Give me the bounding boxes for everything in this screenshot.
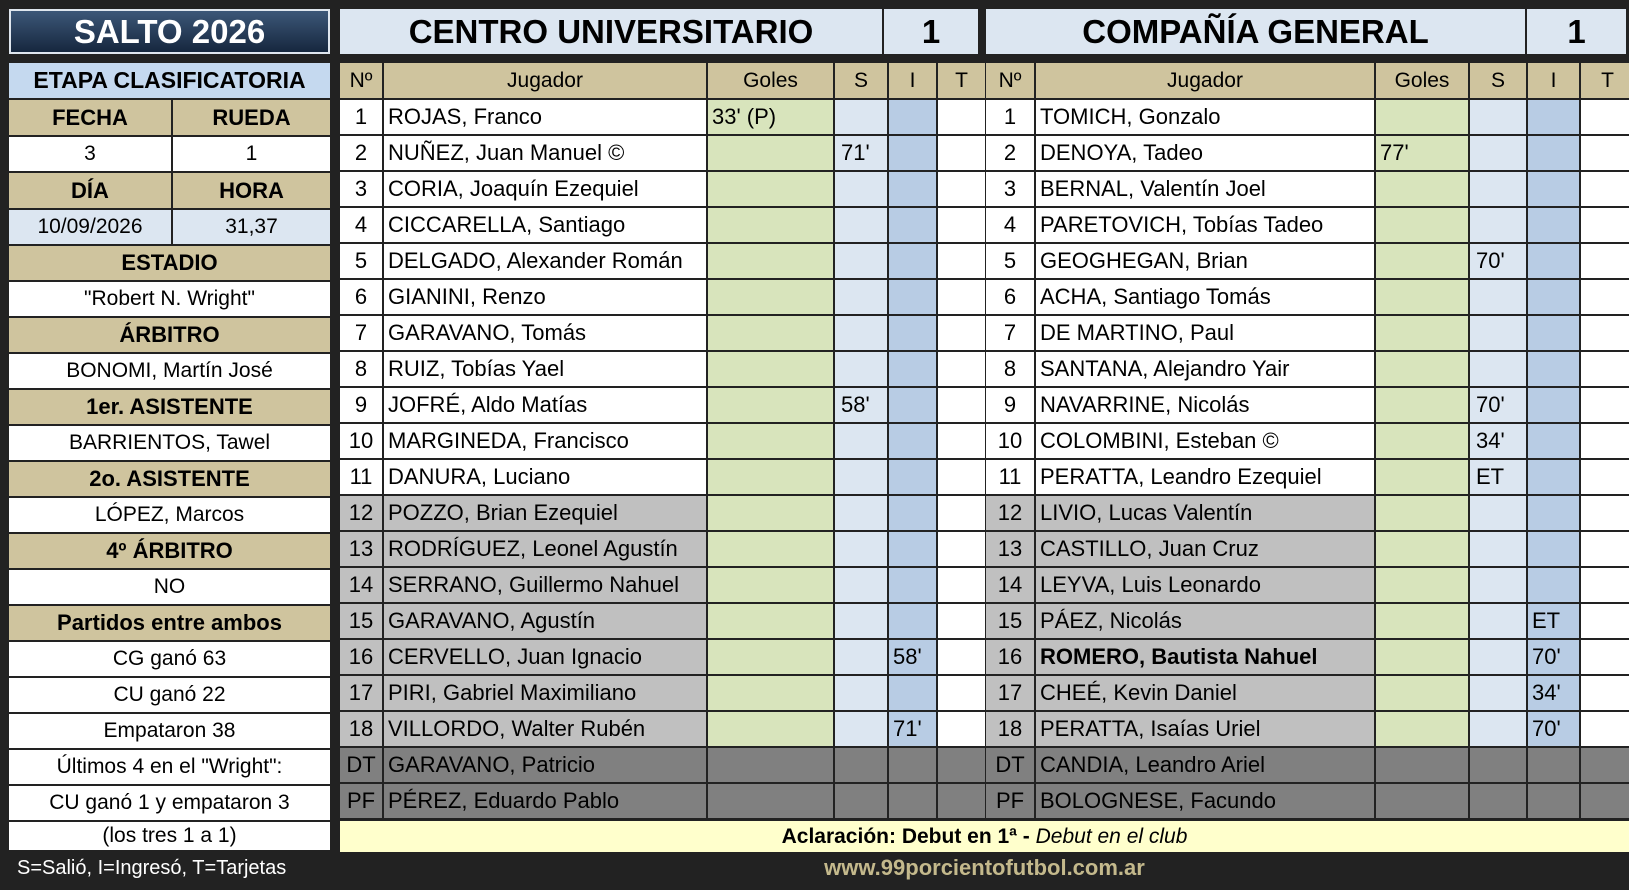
player-number: 17 (340, 676, 382, 710)
player-name: DELGADO, Alexander Román (384, 244, 706, 278)
player-cards (938, 676, 985, 710)
player-sub-in: 34' (1528, 676, 1579, 710)
cuarto-arbitro-label: 4º ÁRBITRO (9, 534, 330, 568)
player-number: 15 (340, 604, 382, 638)
player-sub-out (1470, 352, 1526, 386)
player-cards (938, 100, 985, 134)
player-name: DENOYA, Tadeo (1036, 136, 1374, 170)
player-name: CICCARELLA, Santiago (384, 208, 706, 242)
player-sub-out: 71' (835, 136, 887, 170)
player-name: ACHA, Santiago Tomás (1036, 280, 1374, 314)
player-goals (1376, 676, 1468, 710)
player-cards (1581, 424, 1629, 458)
player-sub-in (889, 352, 936, 386)
player-name: LIVIO, Lucas Valentín (1036, 496, 1374, 530)
player-sub-in (889, 424, 936, 458)
player-sub-out (835, 280, 887, 314)
player-name: CANDIA, Leandro Ariel (1036, 748, 1374, 782)
player-sub-in (889, 496, 936, 530)
asistente1-label: 1er. ASISTENTE (9, 390, 330, 424)
player-number: 6 (986, 280, 1034, 314)
fecha-label: FECHA (9, 100, 171, 135)
player-name: GARAVANO, Agustín (384, 604, 706, 638)
player-cards (1581, 100, 1629, 134)
player-goals: 77' (1376, 136, 1468, 170)
player-sub-out (835, 676, 887, 710)
player-sub-in (889, 676, 936, 710)
player-name: GEOGHEGAN, Brian (1036, 244, 1374, 278)
player-cards (938, 388, 985, 422)
player-number: 6 (340, 280, 382, 314)
player-cards (938, 352, 985, 386)
player-cards (1581, 460, 1629, 494)
cu-gano: CU ganó 22 (9, 678, 330, 712)
player-name: NUÑEZ, Juan Manuel © (384, 136, 706, 170)
player-name: CASTILLO, Juan Cruz (1036, 532, 1374, 566)
player-goals (1376, 784, 1468, 818)
player-sub-in (1528, 208, 1579, 242)
player-cards (938, 316, 985, 350)
player-name: TOMICH, Gonzalo (1036, 100, 1374, 134)
player-sub-in (1528, 136, 1579, 170)
player-sub-out (1470, 604, 1526, 638)
player-goals (708, 712, 833, 746)
player-sub-out (835, 460, 887, 494)
player-sub-out (1470, 532, 1526, 566)
player-goals (1376, 280, 1468, 314)
player-cards (1581, 496, 1629, 530)
player-sub-out (1470, 676, 1526, 710)
player-cards (938, 244, 985, 278)
player-name: RUIZ, Tobías Yael (384, 352, 706, 386)
player-sub-in (1528, 244, 1579, 278)
player-sub-out (1470, 496, 1526, 530)
player-number: 7 (340, 316, 382, 350)
player-name: CHEÉ, Kevin Daniel (1036, 676, 1374, 710)
player-goals (1376, 316, 1468, 350)
player-sub-in (1528, 460, 1579, 494)
player-cards (938, 460, 985, 494)
player-cards (1581, 784, 1629, 818)
player-goals: 33' (P) (708, 100, 833, 134)
player-cards (938, 496, 985, 530)
player-number: 8 (986, 352, 1034, 386)
player-number: 4 (340, 208, 382, 242)
player-sub-in (1528, 316, 1579, 350)
player-sub-out (835, 784, 887, 818)
player-cards (938, 748, 985, 782)
player-number: 13 (340, 532, 382, 566)
player-sub-out (835, 208, 887, 242)
player-sub-out (835, 316, 887, 350)
player-sub-in (889, 460, 936, 494)
player-cards (1581, 136, 1629, 170)
legend: S=Salió, I=Ingresó, T=Tarjetas (17, 856, 287, 879)
cuarto-arbitro-value: NO (9, 570, 330, 604)
player-sub-in (889, 568, 936, 602)
player-number: 18 (986, 712, 1034, 746)
player-goals (1376, 172, 1468, 206)
player-name: ROMERO, Bautista Nahuel (1036, 640, 1374, 674)
player-name: GIANINI, Renzo (384, 280, 706, 314)
player-name: JOFRÉ, Aldo Matías (384, 388, 706, 422)
player-number: 16 (340, 640, 382, 674)
player-sub-out (1470, 784, 1526, 818)
player-goals (708, 208, 833, 242)
player-number: 10 (986, 424, 1034, 458)
player-sub-out (1470, 640, 1526, 674)
player-goals (708, 352, 833, 386)
player-sub-out (1470, 748, 1526, 782)
player-sub-out (835, 640, 887, 674)
player-number: PF (340, 784, 382, 818)
header-player: Jugador (384, 63, 706, 98)
player-number: 3 (986, 172, 1034, 206)
player-number: 11 (340, 460, 382, 494)
player-sub-in (1528, 748, 1579, 782)
player-goals (708, 676, 833, 710)
player-cards (1581, 388, 1629, 422)
player-sub-out (1470, 136, 1526, 170)
player-goals (1376, 568, 1468, 602)
player-sub-out (835, 244, 887, 278)
note-debut-club: Debut en el club (1035, 824, 1188, 848)
team-name: CENTRO UNIVERSITARIO (340, 9, 882, 54)
player-goals (708, 316, 833, 350)
player-name: PÉREZ, Eduardo Pablo (384, 784, 706, 818)
player-cards (938, 208, 985, 242)
player-sub-out (1470, 208, 1526, 242)
player-cards (1581, 280, 1629, 314)
team-name: COMPAÑÍA GENERAL (986, 9, 1525, 54)
player-sub-in (889, 136, 936, 170)
player-cards (1581, 208, 1629, 242)
player-cards (938, 532, 985, 566)
player-sub-in: 58' (889, 640, 936, 674)
player-sub-in (889, 388, 936, 422)
player-cards (1581, 676, 1629, 710)
player-cards (938, 424, 985, 458)
player-sub-out: 70' (1470, 244, 1526, 278)
player-sub-out (835, 712, 887, 746)
header-s: S (1470, 63, 1526, 98)
player-goals (1376, 748, 1468, 782)
player-number: 11 (986, 460, 1034, 494)
player-number: 12 (986, 496, 1034, 530)
player-sub-in (1528, 424, 1579, 458)
player-goals (708, 496, 833, 530)
player-cards (1581, 640, 1629, 674)
player-sub-in (889, 100, 936, 134)
player-number: DT (986, 748, 1034, 782)
player-cards (938, 568, 985, 602)
header-t: T (1581, 63, 1629, 98)
player-name: CORIA, Joaquín Ezequiel (384, 172, 706, 206)
hora-value: 31,37 (173, 210, 330, 244)
player-cards (938, 640, 985, 674)
player-name: BERNAL, Valentín Joel (1036, 172, 1374, 206)
player-number: 1 (986, 100, 1034, 134)
player-goals (1376, 460, 1468, 494)
dia-label: DÍA (9, 173, 171, 208)
player-sub-out (1470, 568, 1526, 602)
player-cards (938, 712, 985, 746)
asistente1-value: BARRIENTOS, Tawel (9, 426, 330, 460)
player-sub-out (835, 604, 887, 638)
rueda-label: RUEDA (173, 100, 330, 135)
player-goals (708, 424, 833, 458)
player-number: 14 (986, 568, 1034, 602)
player-goals (1376, 424, 1468, 458)
header-t: T (938, 63, 985, 98)
player-sub-in: 70' (1528, 640, 1579, 674)
player-goals (1376, 352, 1468, 386)
player-goals (1376, 100, 1468, 134)
clarification-note (340, 821, 1629, 852)
player-cards (938, 784, 985, 818)
note-separator: - (1022, 824, 1030, 848)
player-goals (1376, 640, 1468, 674)
player-number: 3 (340, 172, 382, 206)
player-number: 14 (340, 568, 382, 602)
player-number: 5 (986, 244, 1034, 278)
asistente2-label: 2o. ASISTENTE (9, 462, 330, 496)
player-sub-out (835, 568, 887, 602)
tournament-title: SALTO 2026 (9, 9, 330, 54)
player-goals (708, 172, 833, 206)
player-cards (1581, 604, 1629, 638)
player-number: PF (986, 784, 1034, 818)
header-num: Nº (340, 63, 382, 98)
site-url[interactable]: www.99porcientofutbol.com.ar (824, 855, 1145, 880)
player-number: DT (340, 748, 382, 782)
player-name: PÁEZ, Nicolás (1036, 604, 1374, 638)
player-sub-in (889, 784, 936, 818)
player-cards (938, 604, 985, 638)
player-goals (1376, 604, 1468, 638)
player-sub-in (1528, 388, 1579, 422)
player-goals (708, 136, 833, 170)
player-cards (1581, 352, 1629, 386)
player-sub-in (1528, 172, 1579, 206)
player-goals (1376, 532, 1468, 566)
partidos-label: Partidos entre ambos (9, 606, 330, 640)
player-name: PERATTA, Isaías Uriel (1036, 712, 1374, 746)
player-cards (1581, 316, 1629, 350)
player-name: NAVARRINE, Nicolás (1036, 388, 1374, 422)
player-goals (708, 244, 833, 278)
player-sub-in: 71' (889, 712, 936, 746)
player-goals (1376, 244, 1468, 278)
player-cards (1581, 568, 1629, 602)
player-name: MARGINEDA, Francisco (384, 424, 706, 458)
arbitro-label: ÁRBITRO (9, 318, 330, 352)
player-goals (708, 388, 833, 422)
player-goals (708, 640, 833, 674)
asistente2-value: LÓPEZ, Marcos (9, 498, 330, 532)
player-name: RODRÍGUEZ, Leonel Agustín (384, 532, 706, 566)
player-sub-in (1528, 784, 1579, 818)
player-sub-out: 58' (835, 388, 887, 422)
player-goals (708, 532, 833, 566)
player-sub-in (889, 172, 936, 206)
note-debut-primera: Debut en 1ª (901, 824, 1017, 848)
player-name: DE MARTINO, Paul (1036, 316, 1374, 350)
player-goals (1376, 388, 1468, 422)
team-score: 1 (1527, 9, 1626, 54)
cg-gano: CG ganó 63 (9, 642, 330, 676)
player-cards (1581, 172, 1629, 206)
player-goals (708, 784, 833, 818)
player-goals (708, 568, 833, 602)
player-sub-in (889, 244, 936, 278)
player-cards (1581, 712, 1629, 746)
player-number: 1 (340, 100, 382, 134)
player-name: SANTANA, Alejandro Yair (1036, 352, 1374, 386)
header-goals: Goles (708, 63, 833, 98)
player-sub-out (1470, 712, 1526, 746)
player-sub-out: ET (1470, 460, 1526, 494)
player-sub-in (1528, 280, 1579, 314)
player-name: VILLORDO, Walter Rubén (384, 712, 706, 746)
player-sub-in (889, 604, 936, 638)
player-number: 7 (986, 316, 1034, 350)
player-sub-in: 70' (1528, 712, 1579, 746)
player-cards (938, 280, 985, 314)
player-goals (708, 604, 833, 638)
player-name: LEYVA, Luis Leonardo (1036, 568, 1374, 602)
player-goals (1376, 712, 1468, 746)
player-sub-in (1528, 352, 1579, 386)
ultimos-line1: CU ganó 1 y empataron 3 (9, 786, 330, 820)
player-sub-in (889, 280, 936, 314)
player-cards (1581, 748, 1629, 782)
player-sub-in: ET (1528, 604, 1579, 638)
header-num: Nº (986, 63, 1034, 98)
player-number: 10 (340, 424, 382, 458)
player-sub-out (1470, 100, 1526, 134)
player-name: GARAVANO, Tomás (384, 316, 706, 350)
ultimos-line2: (los tres 1 a 1) (9, 822, 330, 850)
stage-label: ETAPA CLASIFICATORIA (9, 63, 330, 98)
player-name: GARAVANO, Patricio (384, 748, 706, 782)
player-name: BOLOGNESE, Facundo (1036, 784, 1374, 818)
team-score: 1 (884, 9, 978, 54)
player-sub-out (835, 352, 887, 386)
player-sub-out: 34' (1470, 424, 1526, 458)
player-number: 13 (986, 532, 1034, 566)
player-sub-out (835, 424, 887, 458)
rueda-value: 1 (173, 137, 330, 171)
player-sub-in (1528, 100, 1579, 134)
note-label: Aclaración: (781, 824, 896, 848)
arbitro-value: BONOMI, Martín José (9, 354, 330, 388)
player-sub-in (889, 532, 936, 566)
player-number: 5 (340, 244, 382, 278)
player-sub-out (835, 748, 887, 782)
player-sub-out (1470, 316, 1526, 350)
player-goals (708, 460, 833, 494)
header-s: S (835, 63, 887, 98)
player-sub-out (835, 496, 887, 530)
player-name: DANURA, Luciano (384, 460, 706, 494)
player-goals (1376, 496, 1468, 530)
player-name: PARETOVICH, Tobías Tadeo (1036, 208, 1374, 242)
estadio-label: ESTADIO (9, 246, 330, 280)
player-sub-out (835, 532, 887, 566)
player-sub-out (835, 100, 887, 134)
player-goals (708, 280, 833, 314)
player-sub-out (1470, 172, 1526, 206)
player-sub-in (1528, 532, 1579, 566)
player-number: 8 (340, 352, 382, 386)
player-name: PERATTA, Leandro Ezequiel (1036, 460, 1374, 494)
player-sub-in (1528, 568, 1579, 602)
empataron: Empataron 38 (9, 714, 330, 748)
player-number: 2 (986, 136, 1034, 170)
estadio-value: "Robert N. Wright" (9, 282, 330, 316)
player-sub-out: 70' (1470, 388, 1526, 422)
hora-label: HORA (173, 173, 330, 208)
player-sub-out (835, 172, 887, 206)
player-number: 2 (340, 136, 382, 170)
player-goals (1376, 208, 1468, 242)
player-number: 16 (986, 640, 1034, 674)
header-player: Jugador (1036, 63, 1374, 98)
player-number: 9 (340, 388, 382, 422)
header-i: I (1528, 63, 1579, 98)
player-sub-in (1528, 496, 1579, 530)
player-cards (1581, 532, 1629, 566)
ultimos-label: Últimos 4 en el "Wright": (9, 750, 330, 784)
player-sub-in (889, 748, 936, 782)
player-number: 18 (340, 712, 382, 746)
player-name: ROJAS, Franco (384, 100, 706, 134)
player-number: 9 (986, 388, 1034, 422)
dia-value: 10/09/2026 (9, 210, 171, 244)
player-name: POZZO, Brian Ezequiel (384, 496, 706, 530)
player-goals (708, 748, 833, 782)
player-name: COLOMBINI, Esteban © (1036, 424, 1374, 458)
header-goals: Goles (1376, 63, 1468, 98)
player-name: CERVELLO, Juan Ignacio (384, 640, 706, 674)
player-number: 15 (986, 604, 1034, 638)
player-number: 17 (986, 676, 1034, 710)
player-cards (938, 136, 985, 170)
player-sub-out (1470, 280, 1526, 314)
player-sub-in (889, 208, 936, 242)
player-sub-in (889, 316, 936, 350)
player-cards (938, 172, 985, 206)
player-name: SERRANO, Guillermo Nahuel (384, 568, 706, 602)
header-i: I (889, 63, 936, 98)
player-name: PIRI, Gabriel Maximiliano (384, 676, 706, 710)
player-number: 12 (340, 496, 382, 530)
fecha-value: 3 (9, 137, 171, 171)
player-cards (1581, 244, 1629, 278)
player-number: 4 (986, 208, 1034, 242)
